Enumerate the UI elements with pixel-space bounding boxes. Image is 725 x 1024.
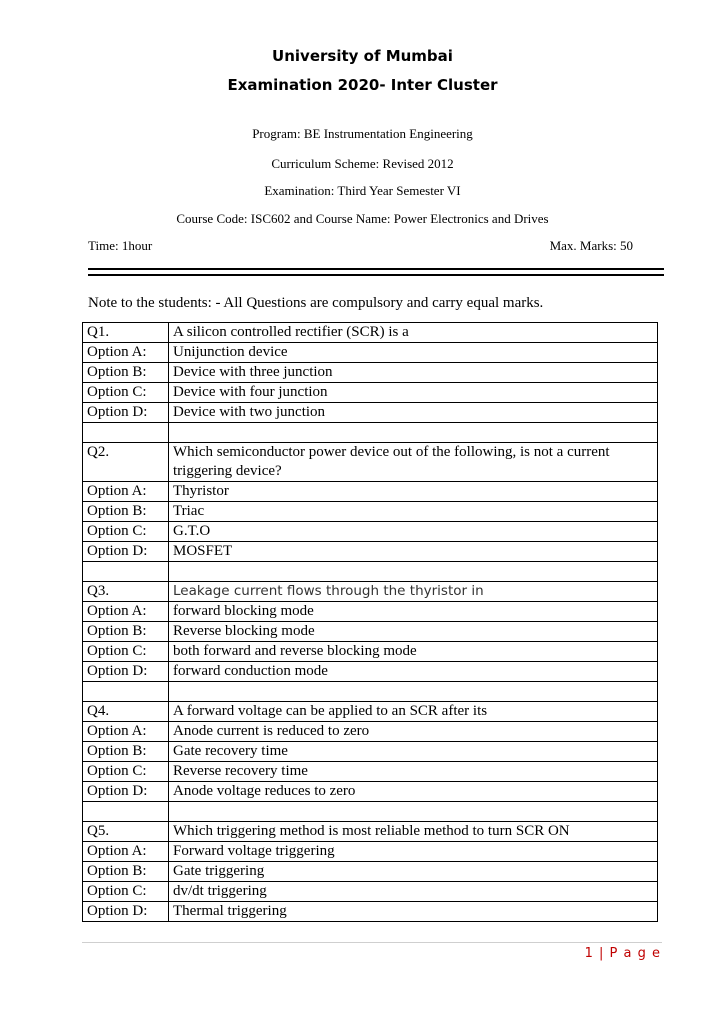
option-label: Option A:: [83, 343, 169, 363]
option-row: [83, 762, 658, 782]
option-row: [83, 542, 658, 562]
question-row: [83, 702, 658, 722]
option-label: Option B:: [83, 363, 169, 383]
option-row: [83, 882, 658, 902]
spacer-row: [83, 562, 658, 582]
option-row: [83, 642, 658, 662]
page-number: [585, 946, 661, 961]
university-title: University of Mumbai: [272, 47, 453, 65]
question-row: [83, 822, 658, 842]
option-row: [83, 403, 658, 423]
option-text: Device with three junction: [169, 363, 658, 383]
option-label: Option C:: [83, 762, 169, 782]
question-text: A forward voltage can be applied to an SCR after its: [169, 702, 658, 722]
option-row: [83, 602, 658, 622]
spacer-row: [83, 802, 658, 822]
question-row: [83, 443, 658, 482]
option-label: Option C:: [83, 882, 169, 902]
option-label: Option A:: [83, 722, 169, 742]
question-label: Q2.: [83, 443, 169, 482]
option-text: Gate triggering: [169, 862, 658, 882]
option-row: [83, 782, 658, 802]
option-row: [83, 842, 658, 862]
option-text: Anode current is reduced to zero: [169, 722, 658, 742]
question-label: Q1.: [83, 323, 169, 343]
option-label: Option B:: [83, 502, 169, 522]
option-text: Device with four junction: [169, 383, 658, 403]
option-text: Unijunction device: [169, 343, 658, 363]
option-text: Reverse recovery time: [169, 762, 658, 782]
option-text: MOSFET: [169, 542, 658, 562]
option-text: forward blocking mode: [169, 602, 658, 622]
footer-divider: [82, 942, 662, 943]
option-label: Option D:: [83, 403, 169, 423]
option-row: [83, 343, 658, 363]
question-row: [83, 582, 658, 602]
scheme-line: Curriculum Scheme: Revised 2012: [271, 156, 454, 171]
option-row: [83, 482, 658, 502]
spacer-row: [83, 682, 658, 702]
course-line: Course Code: ISC602 and Course Name: Power Electronics and Drives: [176, 211, 549, 226]
option-text: Reverse blocking mode: [169, 622, 658, 642]
divider-bottom: [88, 274, 664, 276]
option-text: Triac: [169, 502, 658, 522]
page-number-label: | P a g e: [599, 946, 661, 961]
option-label: Option A:: [83, 482, 169, 502]
divider-top: [88, 268, 664, 270]
exam-title: Examination 2020- Inter Cluster: [227, 76, 498, 94]
option-text: both forward and reverse blocking mode: [169, 642, 658, 662]
option-label: Option D:: [83, 782, 169, 802]
program-line: Program: BE Instrumentation Engineering: [252, 126, 473, 141]
page-number-value: 1: [584, 946, 594, 961]
examination-line: Examination: Third Year Semester VI: [264, 183, 461, 198]
option-row: [83, 363, 658, 383]
time-label: Time: 1hour: [88, 238, 153, 253]
question-text: Which triggering method is most reliable method to turn SCR ON: [169, 822, 658, 842]
option-text: Thermal triggering: [169, 902, 658, 922]
option-text: Thyristor: [169, 482, 658, 502]
option-label: Option D:: [83, 662, 169, 682]
option-label: Option B:: [83, 622, 169, 642]
option-row: [83, 502, 658, 522]
option-text: Device with two junction: [169, 403, 658, 423]
spacer-row: [83, 423, 658, 443]
option-text: forward conduction mode: [169, 662, 658, 682]
question-label: Q3.: [83, 582, 169, 602]
option-label: Option B:: [83, 742, 169, 762]
option-text: Anode voltage reduces to zero: [169, 782, 658, 802]
option-row: [83, 902, 658, 922]
option-text: dv/dt triggering: [169, 882, 658, 902]
question-text: Leakage current flows through the thyristor in: [169, 582, 658, 602]
question-text: A silicon controlled rectifier (SCR) is a: [169, 323, 658, 343]
option-text: Forward voltage triggering: [169, 842, 658, 862]
option-label: Option A:: [83, 842, 169, 862]
question-label: Q4.: [83, 702, 169, 722]
option-row: [83, 742, 658, 762]
option-row: [83, 862, 658, 882]
option-text: G.T.O: [169, 522, 658, 542]
question-text: Which semiconductor power device out of the following, is not a current triggering device?: [169, 443, 658, 482]
option-label: Option C:: [83, 642, 169, 662]
option-label: Option C:: [83, 383, 169, 403]
option-row: [83, 622, 658, 642]
option-label: Option D:: [83, 902, 169, 922]
option-label: Option A:: [83, 602, 169, 622]
option-row: [83, 722, 658, 742]
option-label: Option B:: [83, 862, 169, 882]
option-text: Gate recovery time: [169, 742, 658, 762]
questions-table: [82, 322, 658, 922]
option-row: [83, 662, 658, 682]
option-label: Option C:: [83, 522, 169, 542]
max-marks-label: Max. Marks: 50: [549, 238, 633, 253]
option-label: Option D:: [83, 542, 169, 562]
option-row: [83, 383, 658, 403]
question-row: [83, 323, 658, 343]
option-row: [83, 522, 658, 542]
question-label: Q5.: [83, 822, 169, 842]
student-note: Note to the students: - All Questions are compulsory and carry equal marks.: [88, 295, 544, 311]
